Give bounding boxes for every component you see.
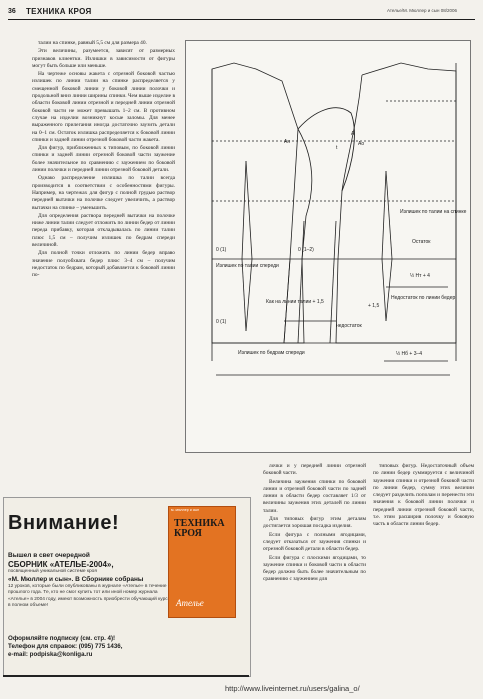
source-url[interactable]: http://www.liveinternet.ru/users/galina_o/ — [225, 684, 360, 693]
diagram-label: А — [351, 131, 355, 137]
paragraph: Если фигура с плоскими ягодицами, то заужение спинки и боковой части в области бедер должно быть более значительным по сравнению с заужением для — [263, 554, 366, 583]
email-link[interactable]: e-mail: podpiska@konliga.ru — [8, 651, 93, 658]
paragraph: Для определения раствора передней вытачки на полочке ниже линии талии следует отложить по линии бедер от линии переда прибавку, которая откладывалась по линии талии плюс 1,5 см – получим излишек по бедрам спереди величиной. — [32, 212, 175, 249]
ad-divider — [3, 675, 249, 677]
paragraph: Однако распределение излишка по талии всегда производится в соответствии с особенностями фигуры. Например, на чертежах для фигур с полной грудью раствор передней вытачки на полочке следует увеличить, а раствор вытачки на спинке – уменьшить. — [32, 175, 175, 211]
diagram-label: 0 (1) — [216, 319, 227, 325]
diagram-label: Ао — [358, 141, 365, 147]
paragraph: талии на спинке, равный 5,5 см для размера 40. — [38, 40, 147, 46]
page-number: 36 — [8, 8, 16, 15]
diagram-label: ½ Нт + 4 — [410, 273, 430, 279]
diagram-label: ½ Нб + 3–4 — [396, 351, 423, 357]
paragraph: типовых фигур. Недостаточный объем по линии бедер суммируется с величиной заужения спинки и отрезной боковой части по линии бедер, сумму этих величин следует разделить пополам и перенести эти значения к боковой линии полочки и передней линии отрезной боковой части, т.е. этим расширив полочку и боковую часть в области линии бедер. — [373, 463, 474, 528]
diagram-label: Излишек по талии спереди — [216, 263, 279, 269]
text-column-3 — [373, 463, 474, 530]
ad-body — [8, 552, 168, 610]
paragraph: лочки и у передней линии отрезной боковой части. — [263, 463, 366, 477]
paragraph: Величина заужения спинки по боковой линии и отрезной боковой части по задней линии в области бедер составляет 1/3 от величины заужения этих деталей по линии талии. — [263, 478, 366, 514]
header-divider — [8, 19, 475, 20]
ad-title: Внимание! — [8, 512, 120, 534]
ad-line: Вышел в свет очередной — [8, 552, 90, 559]
issue-info: Ателье/М. Мюллер и сын 08/2006 — [386, 8, 457, 13]
book-author: м. мюллер и сын — [171, 508, 200, 512]
ad-line: «М. Мюллер и сын». В Сборнике собраны — [8, 575, 144, 583]
diagram-label: Остаток — [412, 239, 431, 245]
paragraph: Эти величины, разумеется, зависят от размерных признаков клиентки. Излишки в зависимости от фигуры могут быть больше или меньше. — [32, 48, 175, 69]
text-column-2 — [263, 463, 366, 585]
paragraph: Если фигура с полными ягодицами, следует отказаться от заужения спинки и отрезной боковой детали в области бедер. — [263, 531, 366, 553]
paragraph: На чертеже основы жакета с отрезной боковой частью излишек по линии талии на спинке распределяется у смещенной боковой линии у боковой линии полочки и продольной вниз линии ширины спинки. Чем выше изделие в области боковой линии отрезной и передней линии отрезной боковой части не может превышать 1–2 см. В противном случае на изделии возникнут косые заломы. Для менее выраженного прилегания иногда достаточно заузить детали на 0–1 см. Остаток излишка распределяется к боковой линии спинки и задней линии отрезной боковой части жакета. — [32, 71, 175, 143]
diagram-label: Ан — [284, 139, 291, 145]
diagram-label: Недостаток по линии бедер — [391, 295, 456, 301]
diagram-label: Как на линии талии + 1,5 — [266, 299, 324, 305]
text-column-1 — [32, 40, 175, 281]
diagram-label: Излишек по талии на спинке — [400, 209, 467, 215]
pattern-diagram — [185, 40, 471, 453]
diagram-label: + 1,5 — [368, 303, 380, 309]
diagram-label: недостаток — [336, 323, 362, 329]
book-title: ТЕХНИКА КРОЯ — [174, 518, 225, 539]
diagram-label: 0 (1) — [216, 247, 227, 253]
book-logo: Ателье — [176, 598, 204, 608]
ad-line: 12 уроков, которые были опубликованы в журнале «Ателье» в течение прошлого года. Те, кто не смог купить тот или иной номер журнала «Ателье» в 2004 году, имеют возможность приобрести обучающий курс в полном объеме! — [8, 583, 168, 609]
diagram-label: Излишек по бедрам спереди — [238, 350, 305, 356]
diagram-label: 0 (1–2) — [298, 247, 314, 253]
ad-contact — [8, 635, 248, 659]
ad-line: СБОРНИК «АТЕЛЬЕ-2004», — [8, 560, 114, 569]
paragraph: Для фигур, приближенных к типовым, по боковой линии спинки и задней линии отрезной боковой части заужение более значительное по сравнению с заужением по боковой линии полочки и передней линии отрезной боковой детали. — [32, 145, 175, 174]
ad-line: посвященный уникальной системе кроя — [8, 569, 97, 574]
section-title: ТЕХНИКА КРОЯ — [26, 7, 92, 16]
pattern-drawing — [186, 41, 470, 452]
phone-text: Телефон для справок: (095) 775 1436, — [8, 643, 123, 650]
paragraph: Для типовых фигур этим деталям достигается хорошая посадка изделия. — [263, 516, 366, 530]
paragraph: Для полной точки отложить по линии бедер вправо значение полуобхвата бедер плюс 3–4 см – получим недостаток по бедрам, который добавляется к боковой линии по- — [32, 250, 175, 279]
diagram-label: t — [336, 145, 338, 151]
subscribe-text: Оформляйте подписку (см. стр. 4)! — [8, 635, 116, 642]
